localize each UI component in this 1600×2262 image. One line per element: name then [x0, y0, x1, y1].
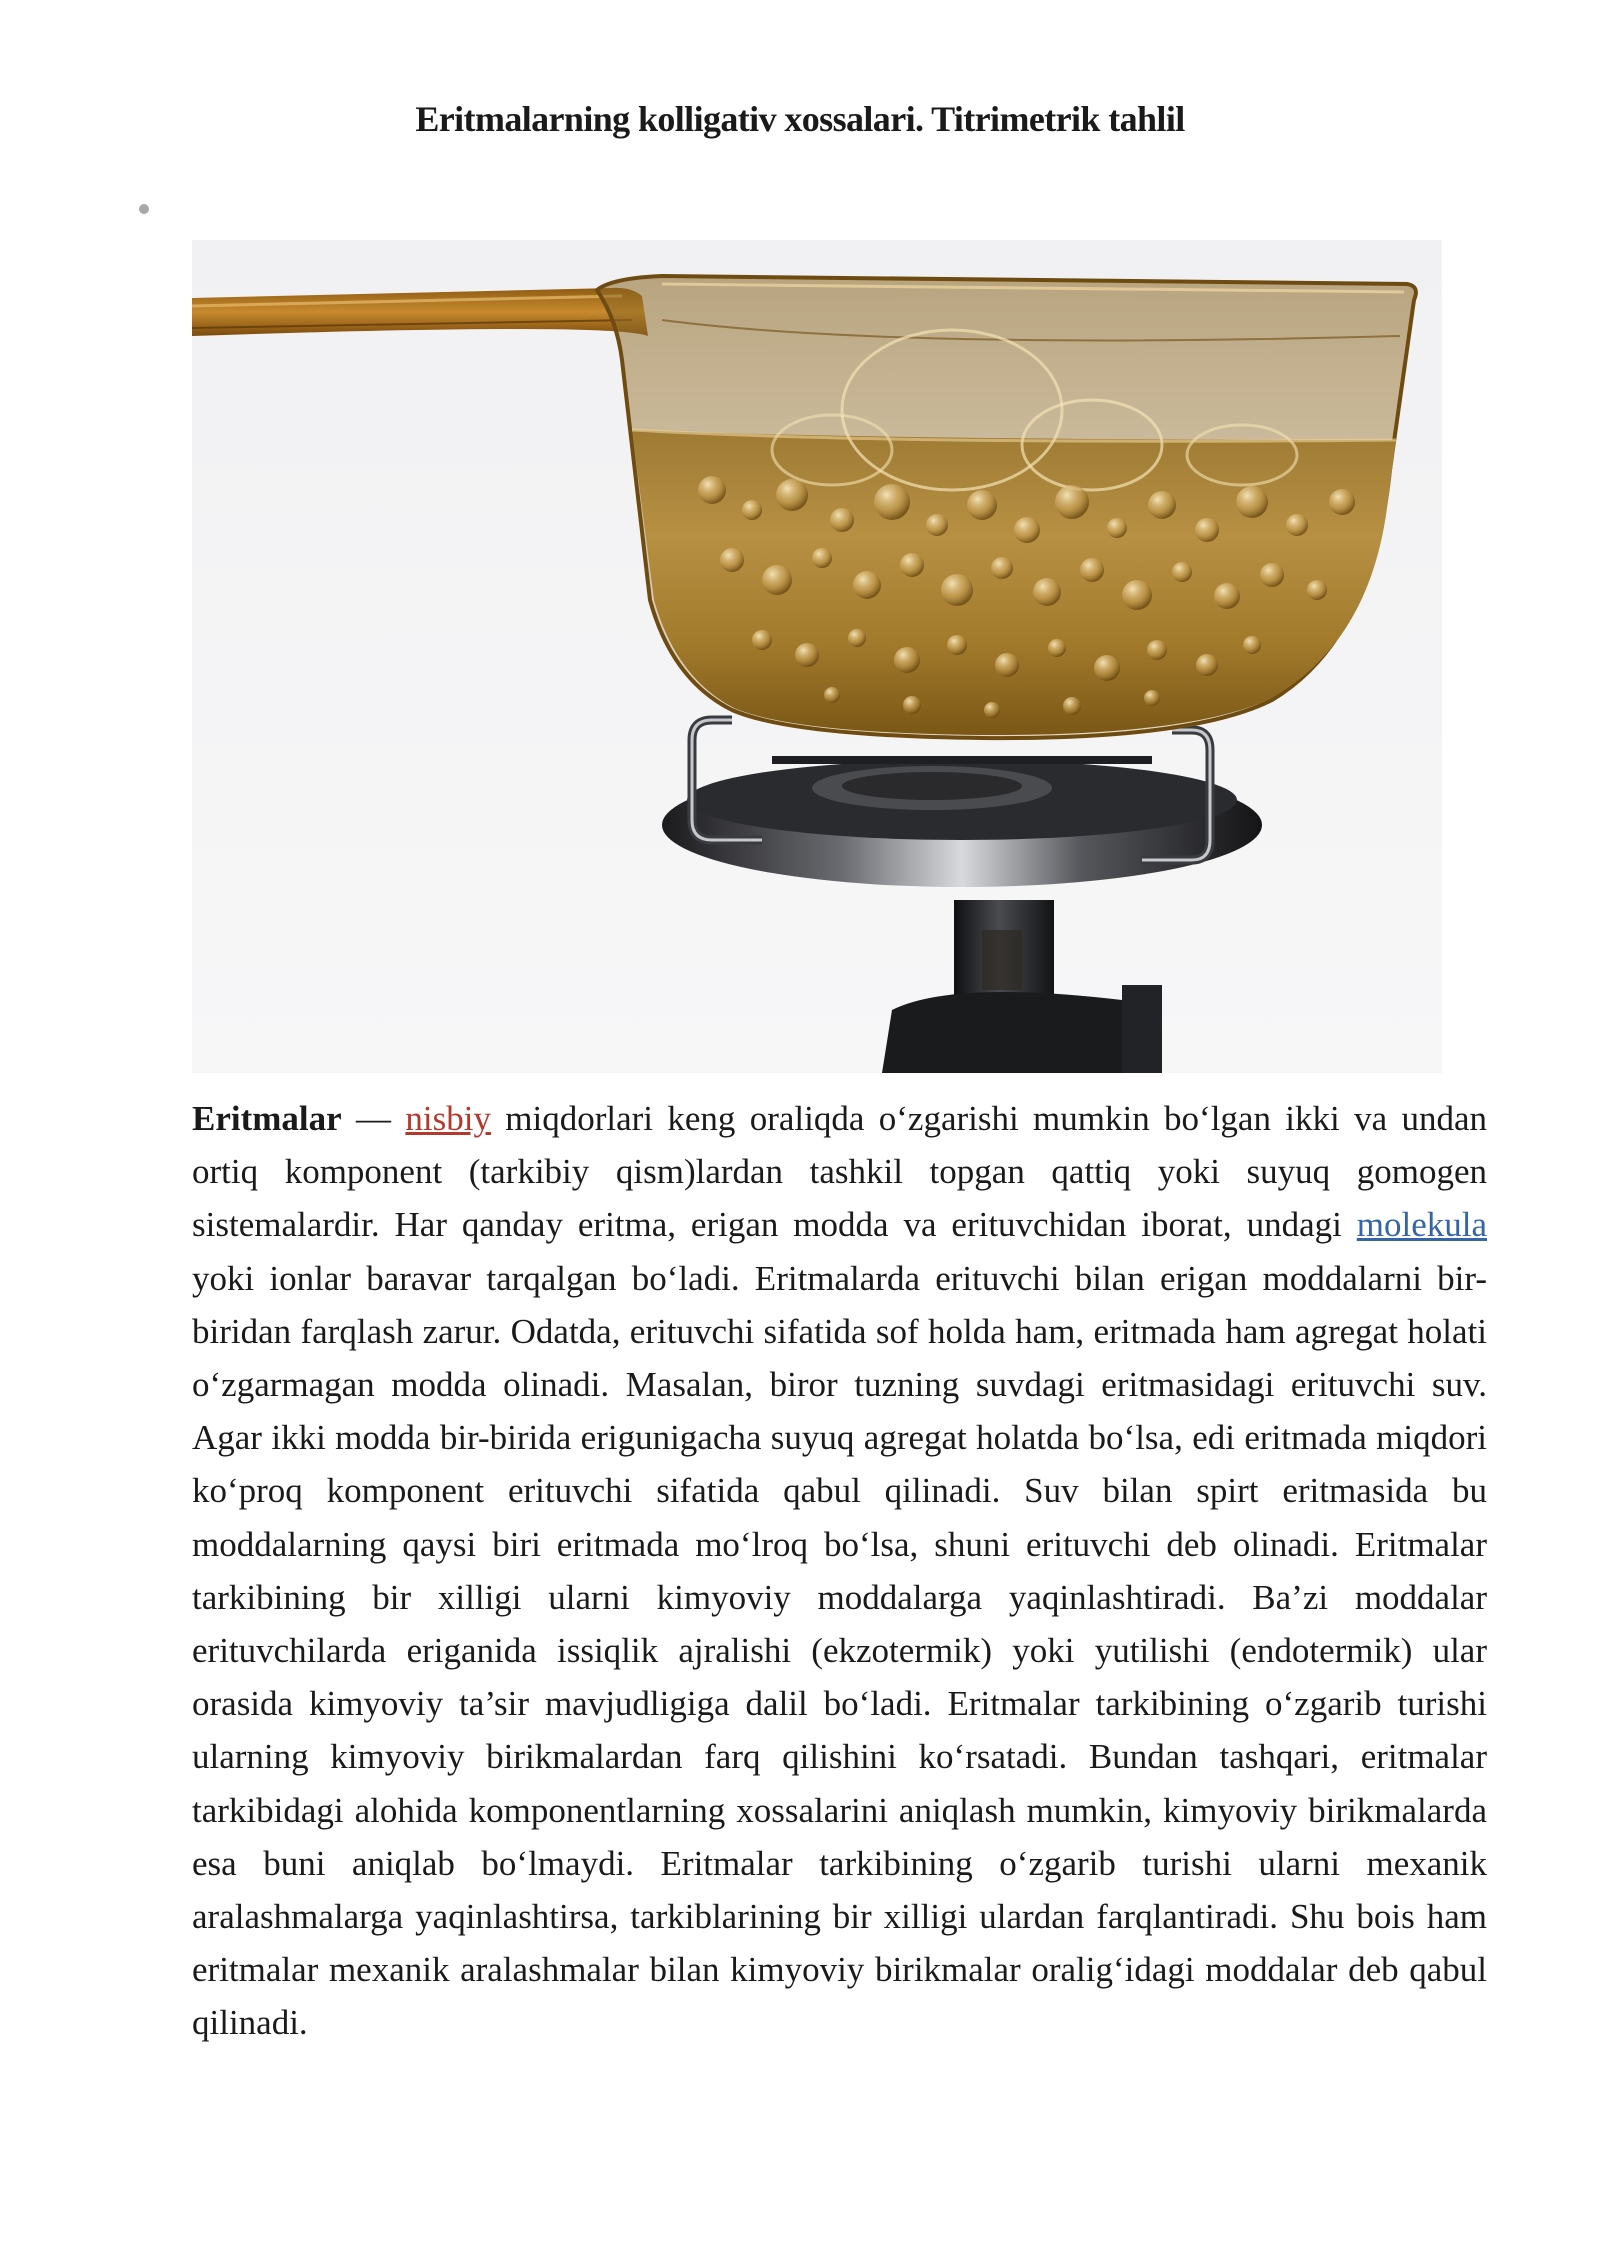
page-title: Eritmalarning kolligativ xossalari. Titrimetrik tahlil — [415, 99, 1185, 139]
body-paragraph — [192, 1092, 1487, 2050]
saucepan-photo — [192, 240, 1442, 1073]
paragraph-text-1: miqdorlari keng oraliqda o‘zgarishi mumkin bo‘lgan ikki va undan ortiq komponent (tarkibiy qism)lardan tashkil topgan qattiq yoki suyuq gomogen sistemalardir. Har qanday eritma, erigan modda va erituvchidan iborat, undagi — [192, 1099, 1487, 1245]
link-nisbiy[interactable]: nisbiy — [405, 1099, 491, 1138]
paragraph-text-2: yoki ionlar baravar tarqalgan bo‘ladi. Eritmalarda erituvchi bilan erigan moddalarni bir-biridan farqlash zarur. Odatda, erituvchi sifatida sof holda ham, eritmada ham agregat holati o‘zgarmagan modda olinadi. Masalan, biror tuzning suvdagi eritmasidagi erituvchi suv. Agar ikki modda bir-birida erigunigacha suyuq agregat holatda bo‘lsa, edi eritmada miqdori ko‘proq komponent erituvchi sifatida qabul qilinadi. Suv bilan spirt eritmasida bu moddalarning qaysi biri eritmada mo‘lroq bo‘lsa, shuni erituvchi deb olinadi. Eritmalar tarkibining bir xilligi ularni kimyoviy moddalarga yaqinlashtiradi. Ba’zi moddalar erituvchilarda eriganida issiqlik ajralishi (ekzotermik) yoki yutilishi (endotermik) ular orasida kimyoviy ta’sir mavjudligiga dalil bo‘ladi. Eritmalar tarkibining o‘zgarib turishi ularning kimyoviy birikmalardan farq qilishini ko‘rsatadi. Bundan tashqari, eritmalar tarkibidagi alohida komponentlarning xossalarini aniqlash mumkin, kimyoviy birikmalarda esa buni aniqlab bo‘lmaydi. Eritmalar tarkibining o‘zgarib turishi ularni mexanik aralashmalarga yaqinlashtirsa, tarkiblarining bir xilligi ulardan farqlantiradi. Shu bois ham eritmalar mexanik aralashmalar bilan kimyoviy birikmalar oralig‘idagi moddalar deb qabul qilinadi. — [192, 1258, 1487, 2043]
boiling-saucepan-icon — [192, 240, 1442, 1073]
list-bullet — [139, 204, 149, 214]
term-eritmalar: Eritmalar — [192, 1099, 342, 1138]
dash: — — [341, 1099, 406, 1138]
link-molekula[interactable]: molekula — [1356, 1205, 1487, 1245]
